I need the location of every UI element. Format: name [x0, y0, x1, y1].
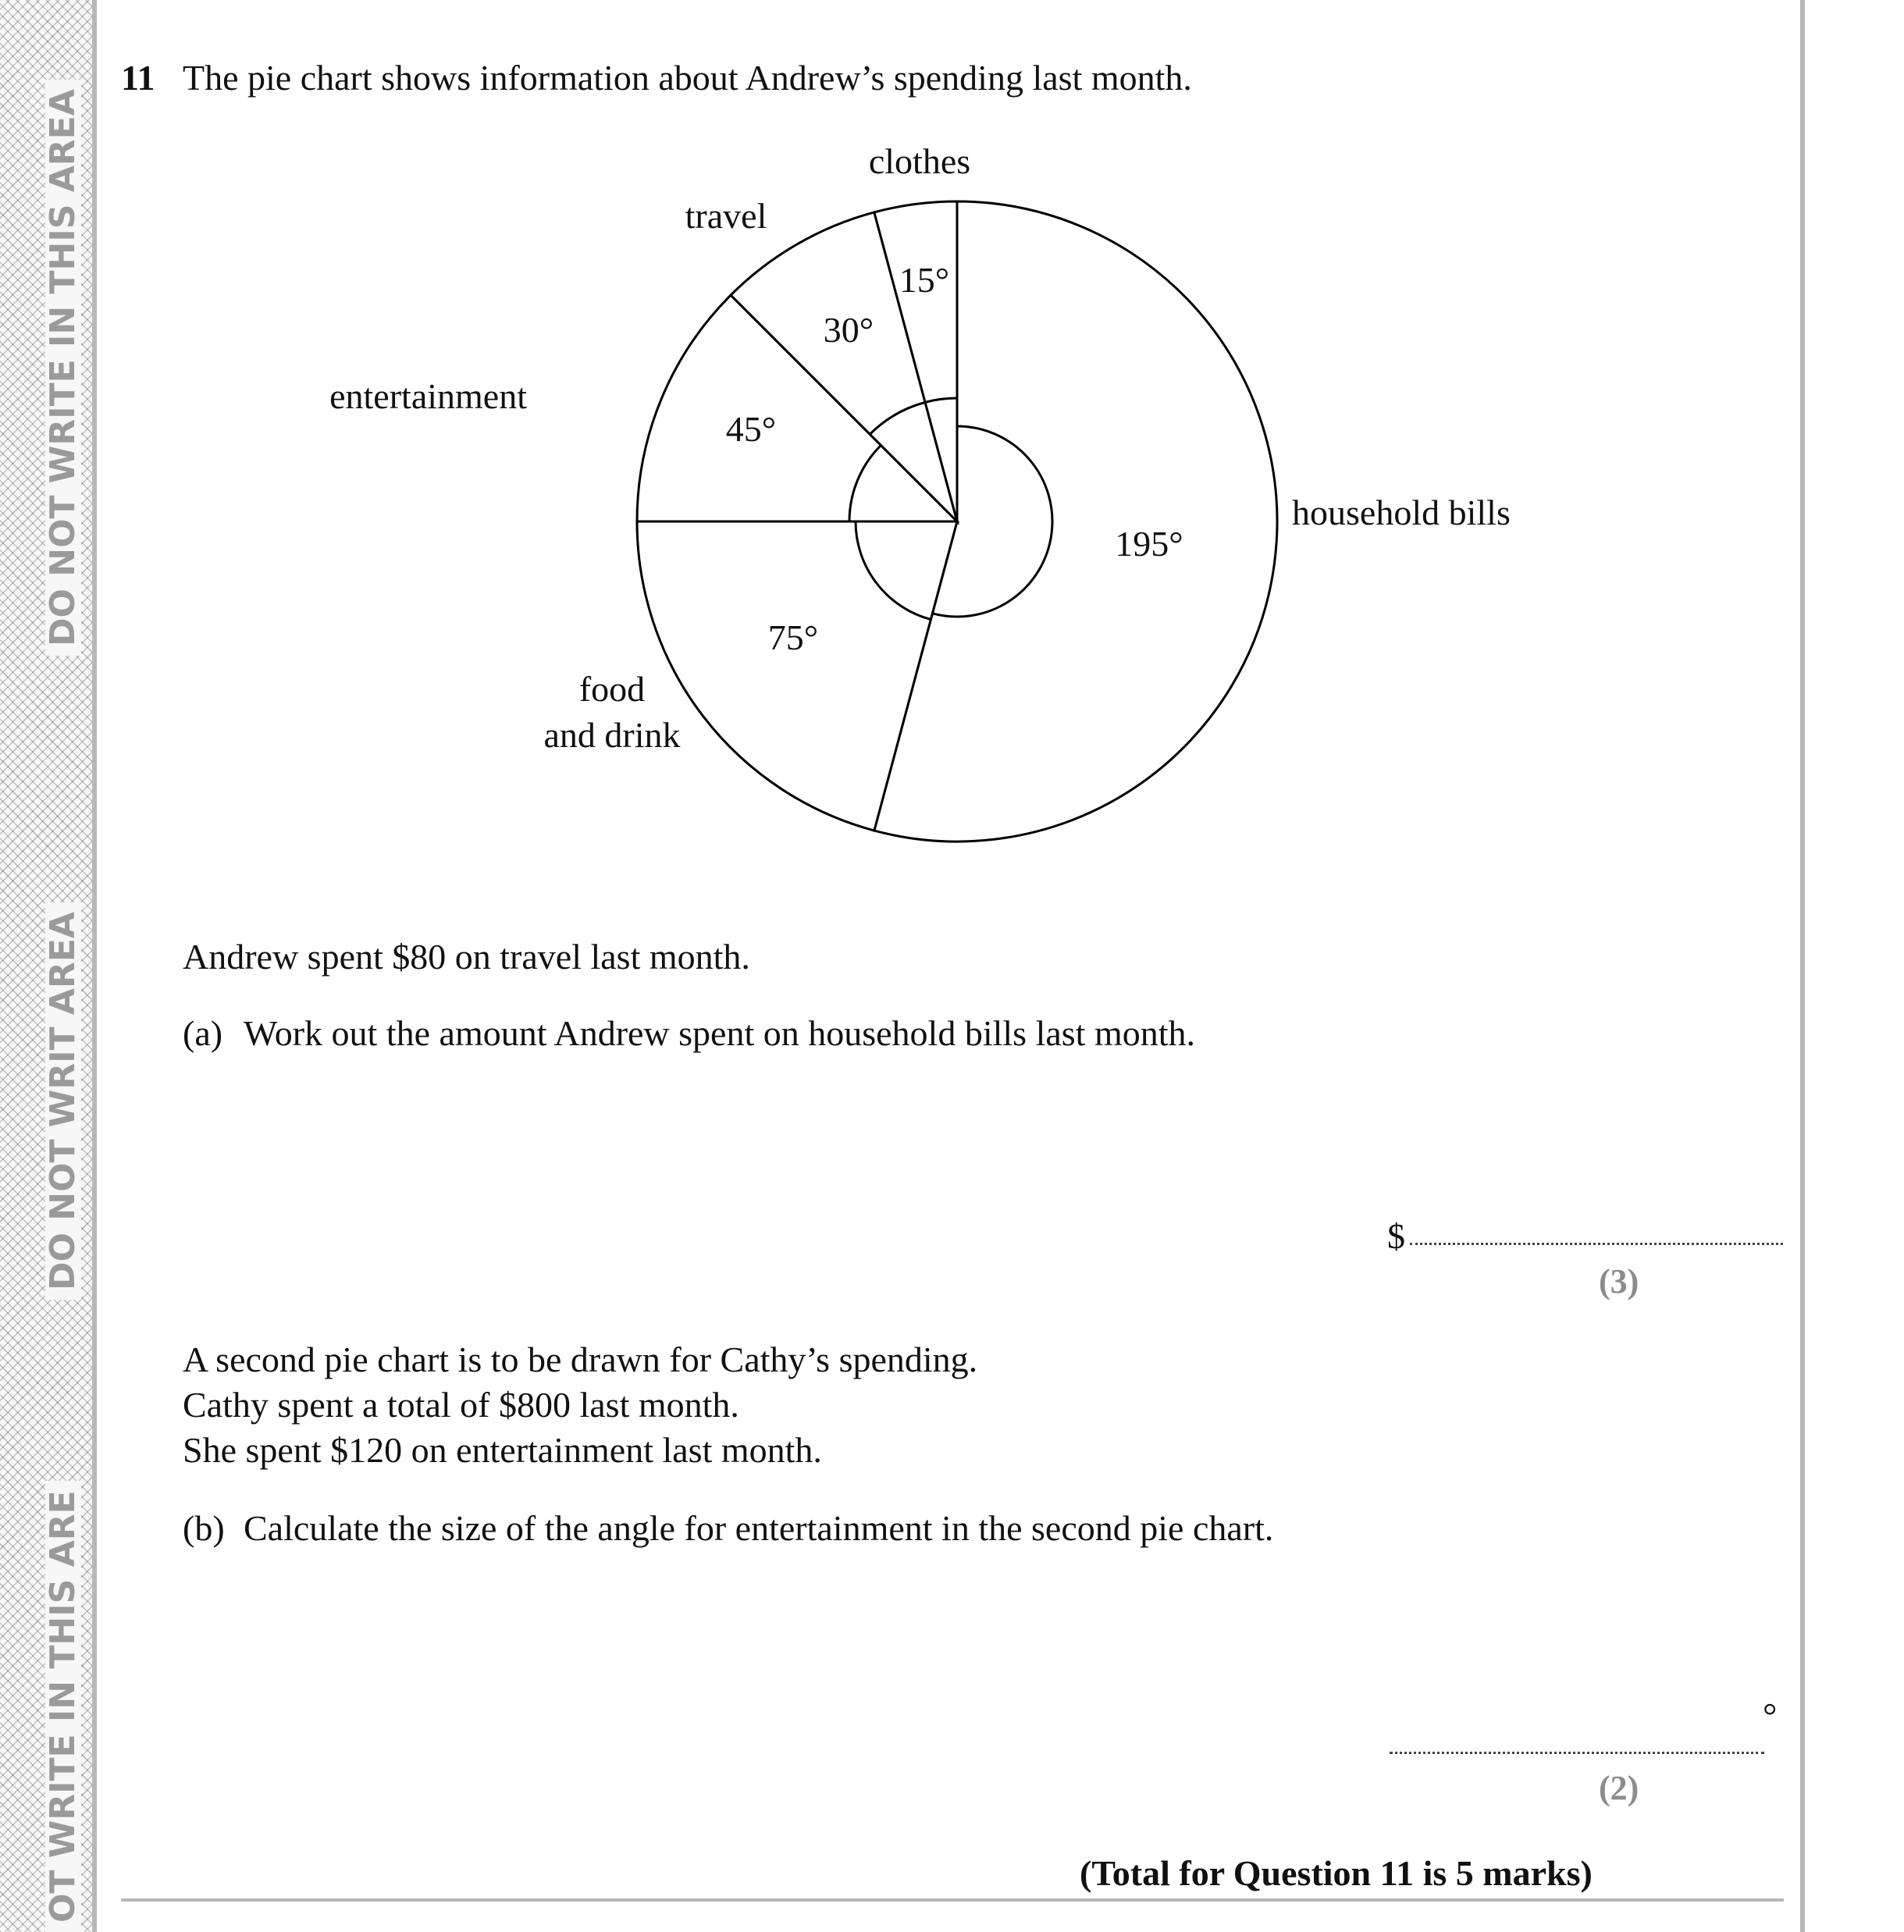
pie-wedges	[637, 201, 1277, 841]
part-a-question: Work out the amount Andrew spent on household bills last month.	[244, 1013, 1196, 1053]
margin-warning-bottom: OT WRITE IN THIS ARE	[45, 1481, 81, 1932]
total-marks: (Total for Question 11 is 5 marks)	[1080, 1853, 1593, 1893]
travel-info-text: Andrew spent $80 on travel last month.	[183, 937, 750, 977]
answer-b-line[interactable]	[1390, 1752, 1764, 1754]
pie-chart	[0, 0, 1904, 898]
info-b-line-2: Cathy spent a total of $800 last month.	[183, 1385, 739, 1425]
part-b-label: (b)	[183, 1508, 225, 1548]
question-stem: The pie chart shows information about Andrew’s spending last month.	[183, 58, 1192, 98]
info-b-line-3: She spent $120 on entertainment last month.	[183, 1430, 822, 1470]
category-label: household bills	[1292, 493, 1511, 532]
angle-label: 75°	[767, 617, 819, 657]
category-label: food	[578, 669, 646, 709]
category-label: travel	[685, 196, 767, 236]
angle-label: 45°	[725, 409, 777, 449]
margin-warning-top: DO NOT WRITE IN THIS AREA	[45, 80, 81, 656]
angle-label: 195°	[1115, 524, 1183, 564]
margin-warning-middle: DO NOT WRIT AREA	[45, 902, 81, 1300]
bottom-rule	[121, 1898, 1784, 1902]
answer-a-line[interactable]	[1410, 1243, 1783, 1245]
category-label: and drink	[543, 715, 681, 755]
info-b-line-1: A second pie chart is to be drawn for Cathy’s spending.	[183, 1340, 978, 1379]
part-b-question: Calculate the size of the angle for entertainment in the second pie chart.	[244, 1508, 1274, 1548]
angle-label: 15°	[899, 260, 950, 300]
question-number: 11	[121, 58, 155, 98]
answer-a-dollar-sign: $	[1387, 1216, 1405, 1256]
angle-label: 30°	[823, 310, 874, 350]
degree-symbol: °	[1763, 1695, 1778, 1735]
category-label: entertainment	[329, 376, 527, 416]
category-label: clothes	[868, 141, 971, 181]
marks-b: (2)	[1599, 1769, 1639, 1807]
part-a-label: (a)	[183, 1013, 223, 1053]
marks-a: (3)	[1599, 1262, 1639, 1300]
